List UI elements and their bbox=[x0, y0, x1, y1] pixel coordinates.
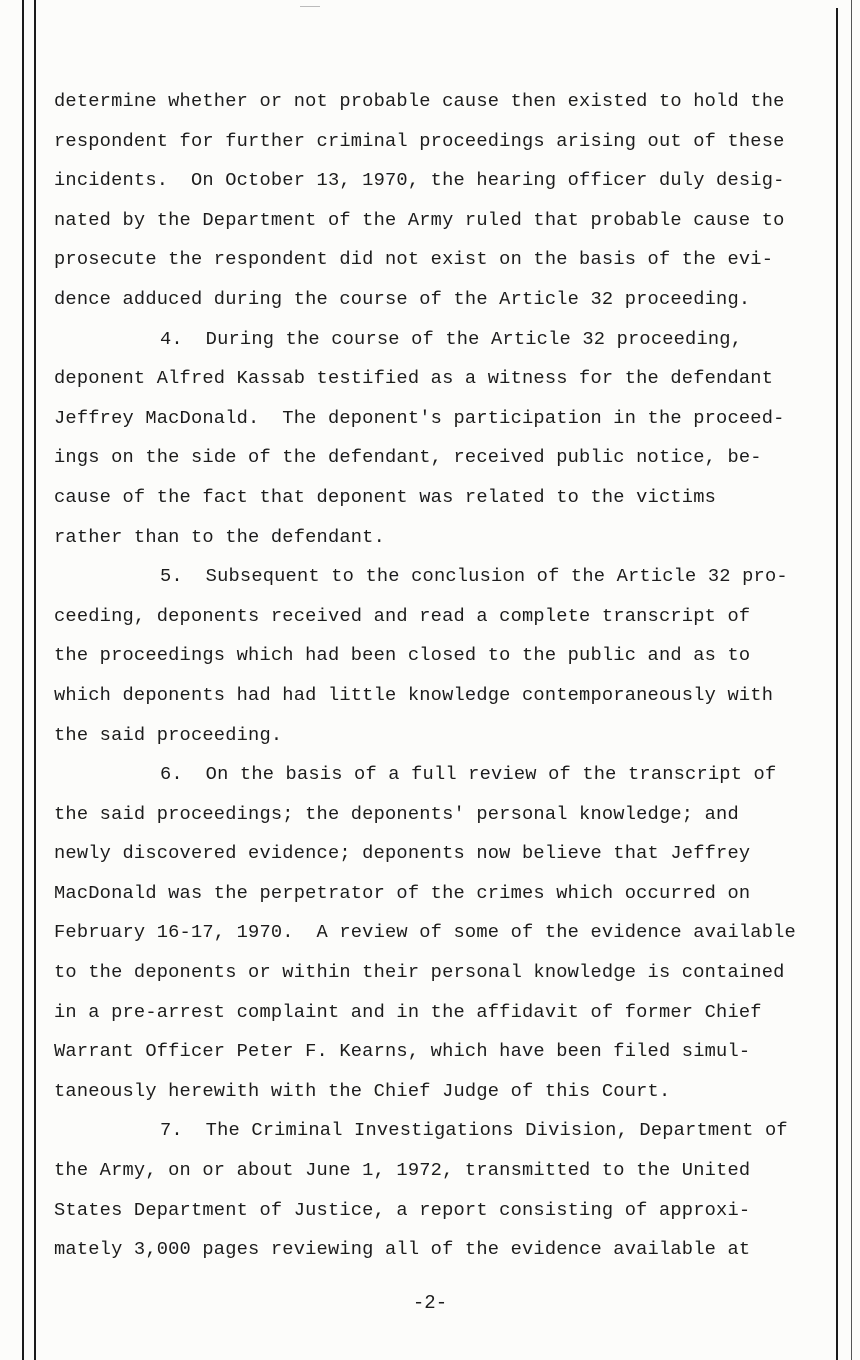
page-number: -2- bbox=[412, 1292, 448, 1314]
right-margin-rule-outer bbox=[851, 0, 852, 1360]
text-line: which deponents had had little knowledge contemporaneously with bbox=[54, 683, 774, 706]
paragraph-5 bbox=[54, 557, 834, 755]
paragraph-6 bbox=[54, 755, 834, 1111]
text-line: 5. Subsequent to the conclusion of the Article 32 pro- bbox=[160, 565, 788, 588]
text-line: MacDonald was the perpetrator of the crimes which occurred on bbox=[54, 881, 751, 904]
text-line: Warrant Officer Peter F. Kearns, which have been filed simul- bbox=[54, 1040, 751, 1063]
text-line: the Army, on or about June 1, 1972, transmitted to the United bbox=[54, 1159, 751, 1182]
paragraph-4 bbox=[54, 320, 834, 558]
text-line: in a pre-arrest complaint and in the affidavit of former Chief bbox=[54, 1000, 762, 1023]
text-line: dence adduced during the course of the Article 32 proceeding. bbox=[54, 287, 751, 310]
paragraph-continuation bbox=[54, 82, 834, 320]
text-line: mately 3,000 pages reviewing all of the evidence available at bbox=[54, 1238, 751, 1261]
text-line: the said proceeding. bbox=[54, 723, 283, 746]
top-mark bbox=[300, 6, 320, 7]
text-line: determine whether or not probable cause then existed to hold the bbox=[54, 90, 785, 112]
right-margin-rule bbox=[836, 8, 838, 1360]
text-line: the said proceedings; the deponents' personal knowledge; and bbox=[54, 802, 739, 825]
document-body bbox=[54, 82, 834, 1270]
text-line: prosecute the respondent did not exist on the basis of the evi- bbox=[54, 248, 774, 271]
text-line: to the deponents or within their personal knowledge is contained bbox=[54, 961, 785, 984]
text-line: ings on the side of the defendant, received public notice, be- bbox=[54, 446, 762, 469]
text-line: incidents. On October 13, 1970, the hearing officer duly desig- bbox=[54, 169, 785, 192]
text-line: taneously herewith with the Chief Judge of this Court. bbox=[54, 1079, 671, 1102]
text-line: Jeffrey MacDonald. The deponent's participation in the proceed- bbox=[54, 406, 785, 429]
text-line: 6. On the basis of a full review of the transcript of bbox=[160, 763, 777, 786]
text-line: rather than to the defendant. bbox=[54, 525, 386, 548]
text-line: February 16-17, 1970. A review of some of the evidence available bbox=[54, 921, 796, 944]
left-margin-rule bbox=[22, 0, 24, 1360]
text-line: deponent Alfred Kassab testified as a witness for the defendant bbox=[54, 367, 774, 390]
text-line: respondent for further criminal proceedings arising out of these bbox=[54, 129, 785, 152]
paragraph-7 bbox=[54, 1111, 834, 1269]
left-margin-rule-inner bbox=[34, 0, 36, 1360]
text-line: States Department of Justice, a report consisting of approxi- bbox=[54, 1198, 751, 1221]
text-line: cause of the fact that deponent was related to the victims bbox=[54, 485, 717, 508]
text-line: ceeding, deponents received and read a complete transcript of bbox=[54, 604, 751, 627]
text-line: 4. During the course of the Article 32 proceeding, bbox=[160, 327, 743, 350]
text-line: newly discovered evidence; deponents now believe that Jeffrey bbox=[54, 842, 751, 865]
text-line: nated by the Department of the Army ruled that probable cause to bbox=[54, 208, 785, 231]
text-line: the proceedings which had been closed to the public and as to bbox=[54, 644, 751, 667]
text-line: 7. The Criminal Investigations Division, Department of bbox=[160, 1119, 788, 1142]
